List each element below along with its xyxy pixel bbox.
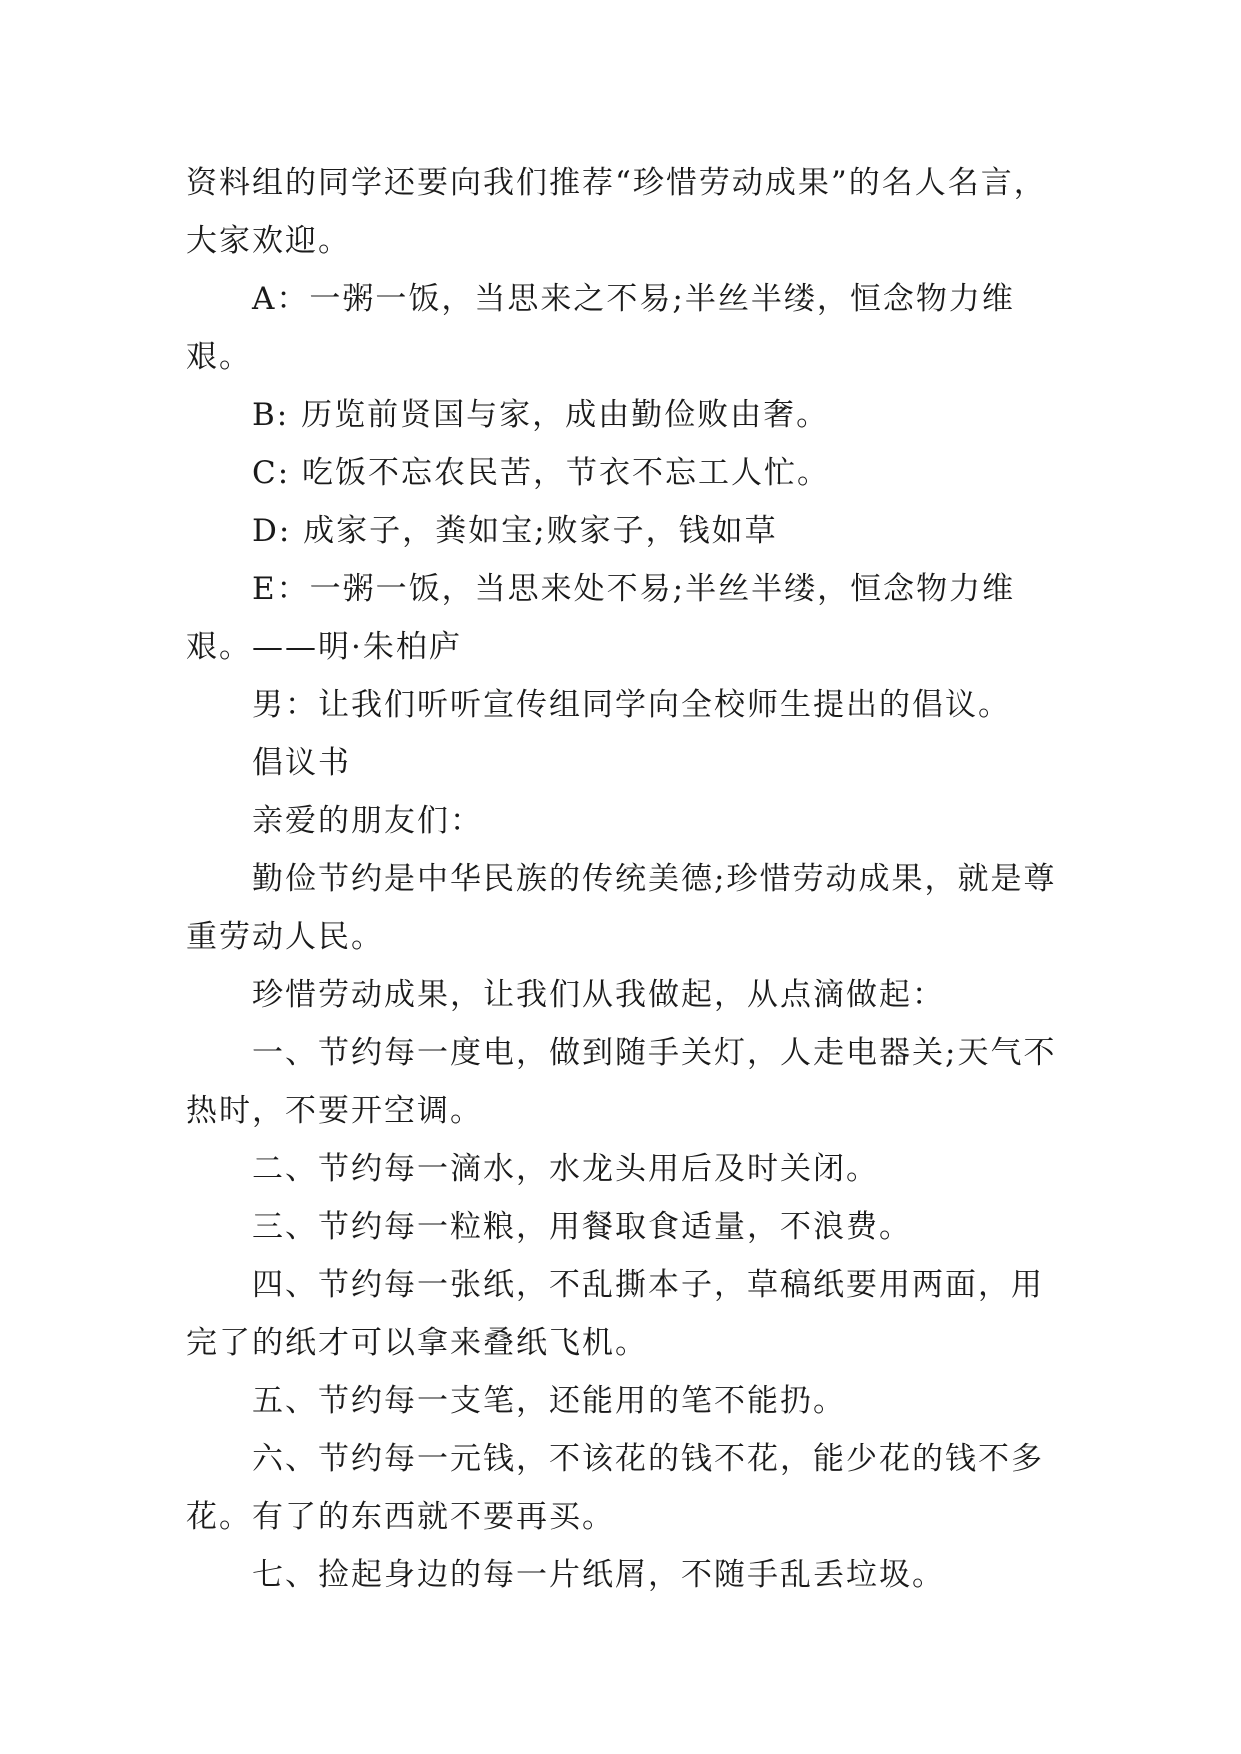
proposal-item-4: 四、节约每一张纸，不乱撕本子，草稿纸要用两面，用完了的纸才可以拿来叠纸飞机。 [186,1267,1044,1361]
quote-a: A：一粥一饭，当思来之不易;半丝半缕，恒念物力维艰。 [186,281,1015,375]
quote-e: E：一粥一饭，当思来处不易;半丝半缕，恒念物力维艰。——明·朱柏庐 [186,571,1016,665]
salutation: 亲爱的朋友们： [252,803,483,839]
paragraph-host-line: 男：让我们听听宣传组同学向全校师生提出的倡议。 [252,687,1011,723]
proposal-item-1: 一、节约每一度电，做到随手关灯，人走电器关;天气不热时，不要开空调。 [186,1035,1057,1129]
document-body [186,154,1066,1604]
proposal-item-5: 五、节约每一支笔，还能用的笔不能扔。 [252,1383,846,1419]
quote-c: C: 吃饭不忘农民苦，节衣不忘工人忙。 [252,455,831,491]
proposal-item-7: 七、捡起身边的每一片纸屑，不随手乱丢垃圾。 [252,1557,945,1593]
proposal-item-3: 三、节约每一粒粮，用餐取食适量，不浪费。 [252,1209,912,1245]
proposal-item-2: 二、节约每一滴水，水龙头用后及时关闭。 [252,1151,879,1187]
paragraph-call: 珍惜劳动成果，让我们从我做起，从点滴做起： [252,977,945,1013]
quote-d: D: 成家子，粪如宝;败家子，钱如草 [252,513,778,549]
paragraph-virtue: 勤俭节约是中华民族的传统美德;珍惜劳动成果，就是尊重劳动人民。 [186,861,1057,955]
quote-b: B: 历览前贤国与家，成由勤俭败由奢。 [252,397,830,433]
proposal-title: 倡议书 [252,745,351,781]
proposal-item-6: 六、节约每一元钱，不该花的钱不花，能少花的钱不多花。有了的东西就不要再买。 [186,1441,1044,1535]
paragraph-intro: 资料组的同学还要向我们推荐“珍惜劳动成果”的名人名言，大家欢迎。 [186,165,1047,259]
